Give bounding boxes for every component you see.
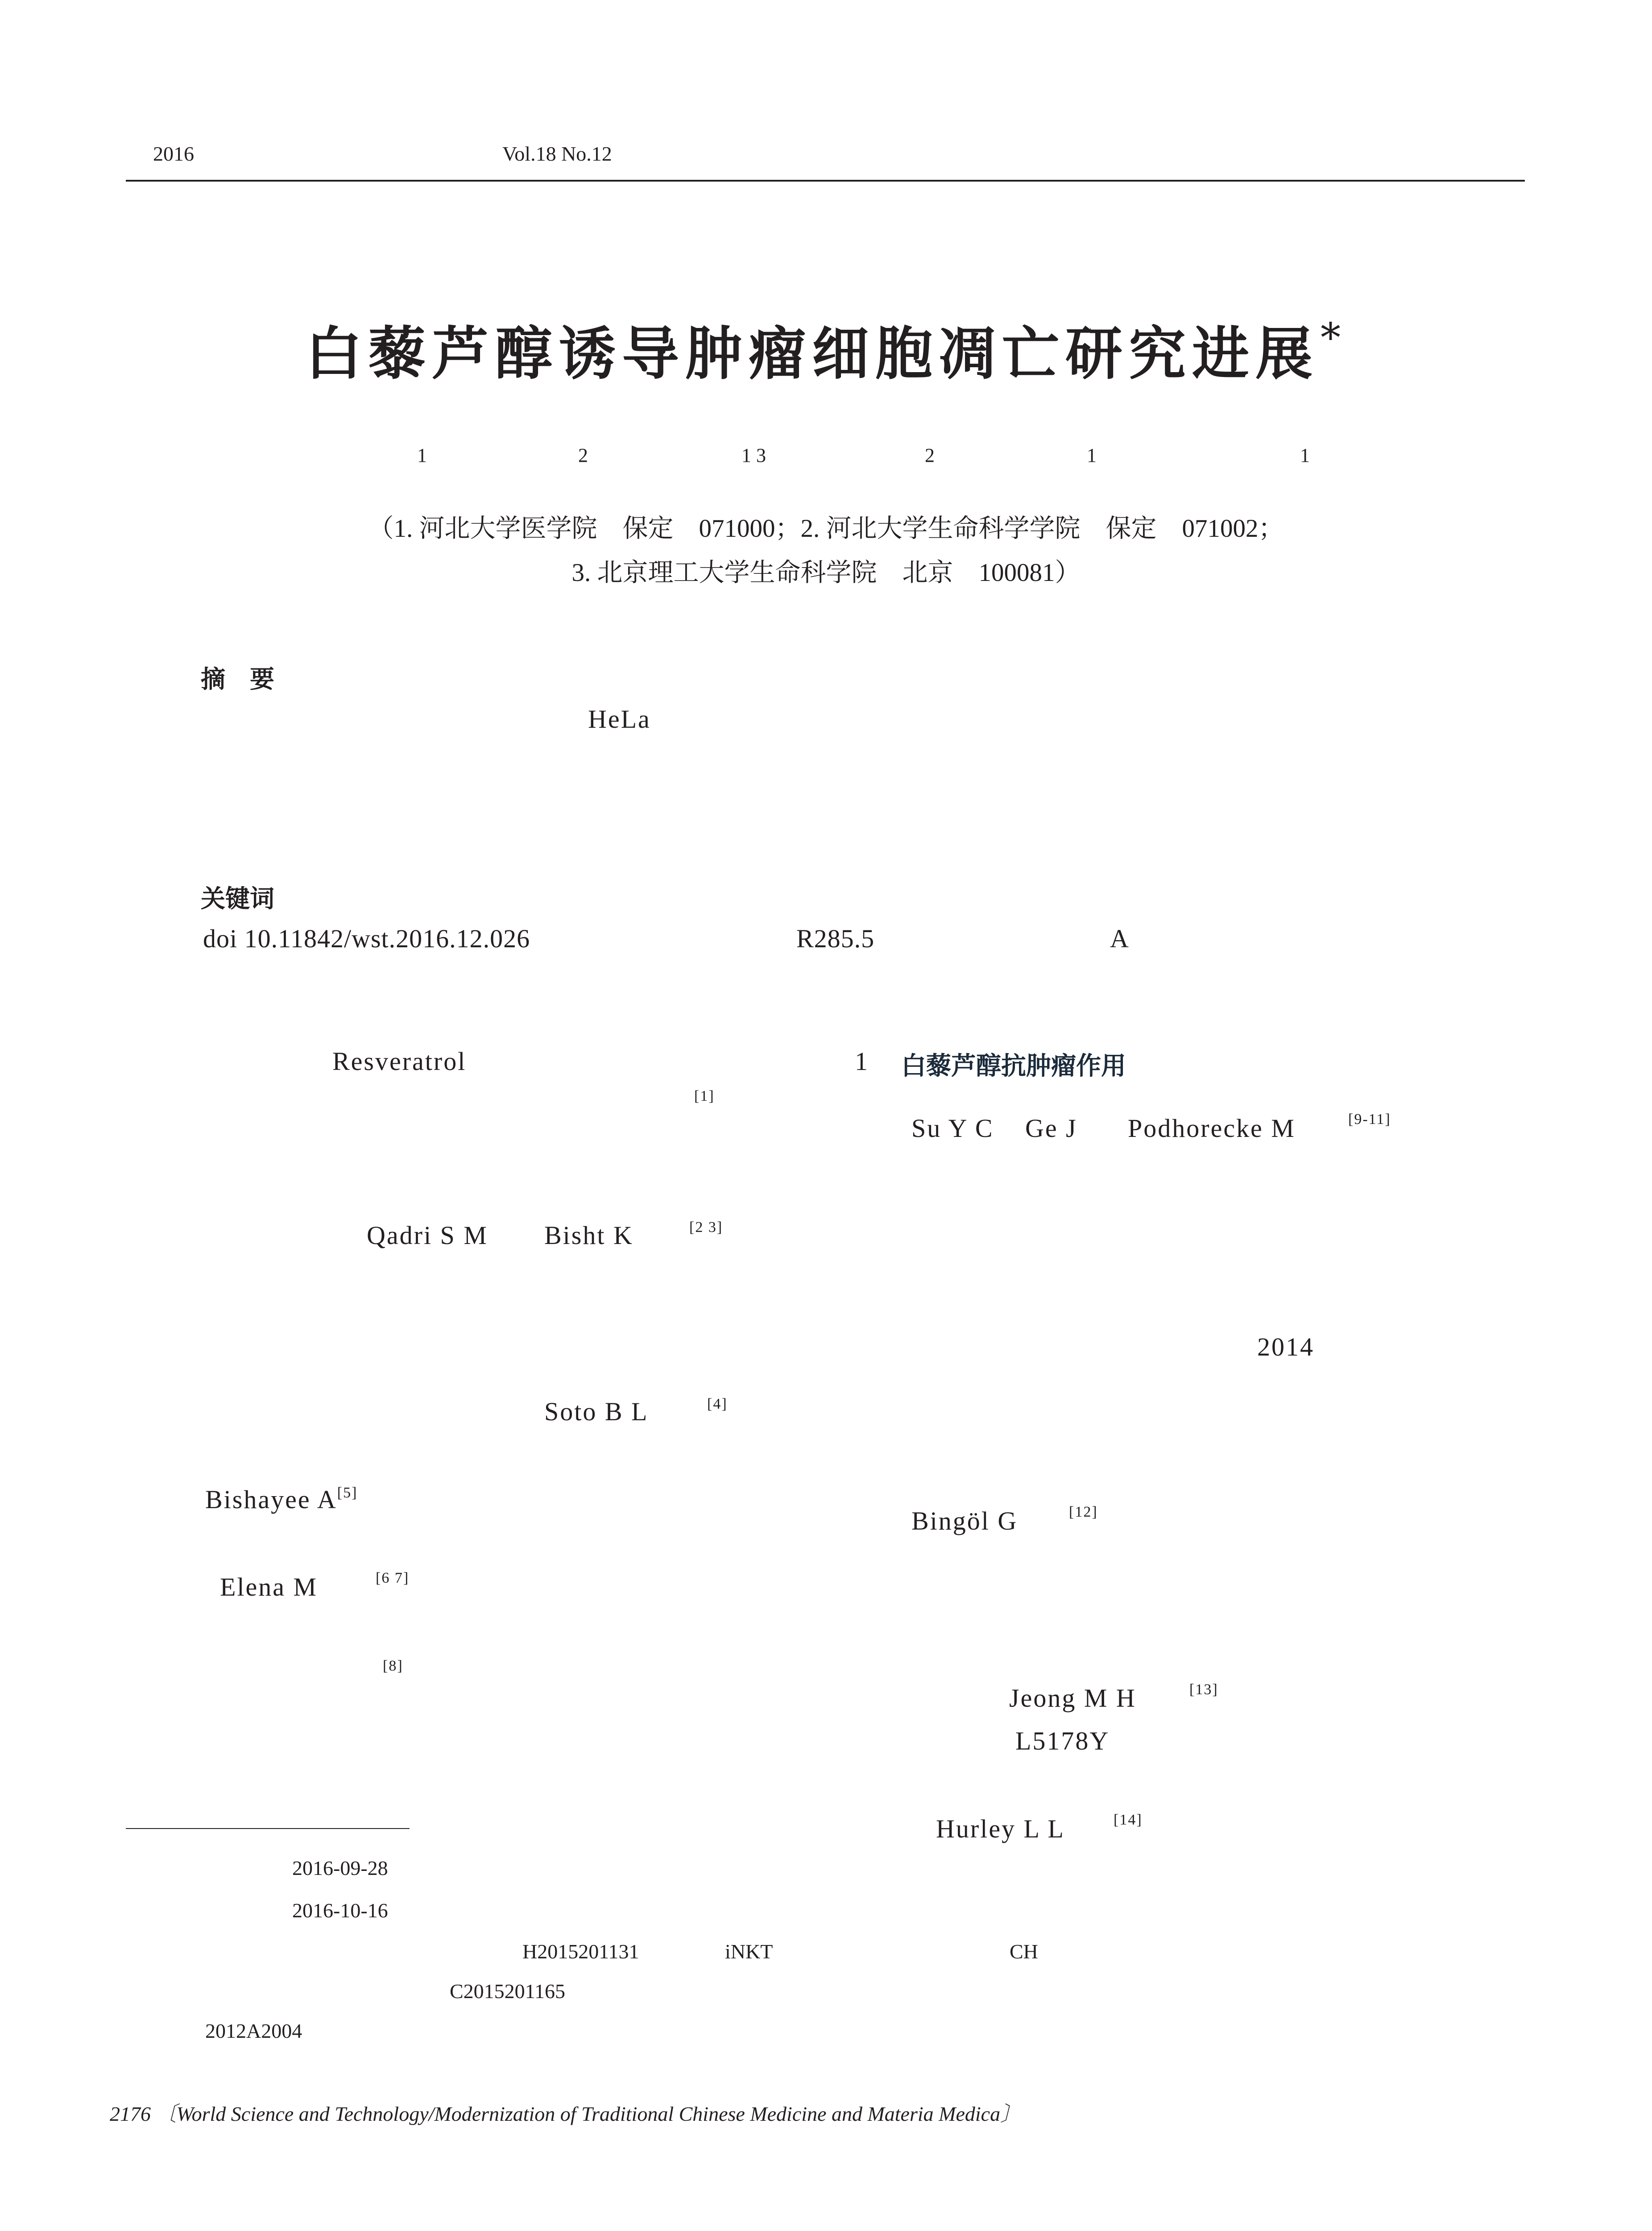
footnote-term: iNKT [725,1940,773,1963]
citation: [9-11] [1348,1111,1391,1128]
author-affil-number: 2 [925,444,935,466]
citation: [13] [1189,1681,1218,1698]
author-ref: Soto B L [544,1397,649,1426]
author-affil-number: 1 [1300,444,1310,466]
title-text: 白藜芦醇诱导肿瘤细胞凋亡研究进展 [305,320,1319,387]
author-affil-number: 1 [417,444,427,466]
affiliation-line-2: 3. 北京理工大学生命科学院 北京 100081） [571,559,1081,587]
citation: [12] [1069,1504,1098,1520]
term-resveratrol: Resveratrol [332,1047,467,1076]
author-ref: Bingöl G [911,1506,1018,1535]
abstract-label: 摘 要 [201,665,275,693]
author-name: Bishayee A [205,1485,337,1514]
title-footnote-mark: * [1321,314,1347,361]
footnote-rule [126,1828,410,1829]
grant-number: C2015201165 [450,1980,565,2003]
year-ref: 2014 [1257,1332,1314,1361]
article-title [0,308,1652,390]
citation: [8] [383,1658,403,1674]
header-volume: Vol.18 No.12 [502,142,612,165]
doi: doi 10.11842/wst.2016.12.026 [203,924,530,953]
header-rule [126,180,1525,182]
clc-number: R285.5 [796,924,875,953]
author-ref: Elena M [220,1572,318,1601]
citation: [6 7] [376,1570,410,1586]
citation: [1] [694,1088,715,1104]
author-ref: Ge J [1025,1114,1077,1143]
author-affil-number: 1 3 [741,444,766,466]
cell-line: L5178Y [1015,1726,1110,1755]
author-affil-number: 2 [578,444,588,466]
author-ref: Qadri S M [367,1221,488,1250]
author-ref: Hurley L L [936,1814,1065,1843]
page-footer [110,2098,1021,2127]
author-affil-number: 1 [1087,444,1097,466]
author-ref: Podhorecke M [1128,1114,1296,1143]
abstract-fragment: HeLa [588,705,651,734]
section-heading: 白藜芦醇抗肿瘤作用 [901,1052,1126,1081]
grant-number: 2012A2004 [205,2020,302,2042]
section-number: 1 [855,1047,868,1076]
author-ref: Jeong M H [1009,1684,1136,1713]
author-ref: Su Y C [911,1114,994,1143]
document-code: A [1110,924,1130,953]
grant-number: H2015201131 [522,1940,639,1963]
author-ref [205,1485,357,1514]
revised-date: 2016-10-16 [292,1899,388,1922]
received-date: 2016-09-28 [292,1857,388,1879]
citation: [14] [1114,1812,1143,1828]
affiliation-line-1: （1. 河北大学医学院 保定 071000；2. 河北大学生命科学学院 保定 071002； [368,514,1284,543]
citation: [5] [337,1485,358,1501]
citation: [4] [707,1396,728,1412]
page-number: 2176 [110,2102,151,2125]
citation: [2 3] [689,1219,723,1236]
journal-name: 〔World Science and Technology/Modernization of Traditional Chinese Medicine and Materia Medica〕 [156,2102,1021,2125]
header-year: 2016 [153,142,194,165]
footnote-term: CH [1010,1940,1038,1963]
author-ref: Bisht K [544,1221,633,1250]
keywords-label: 关键词 [201,884,275,913]
